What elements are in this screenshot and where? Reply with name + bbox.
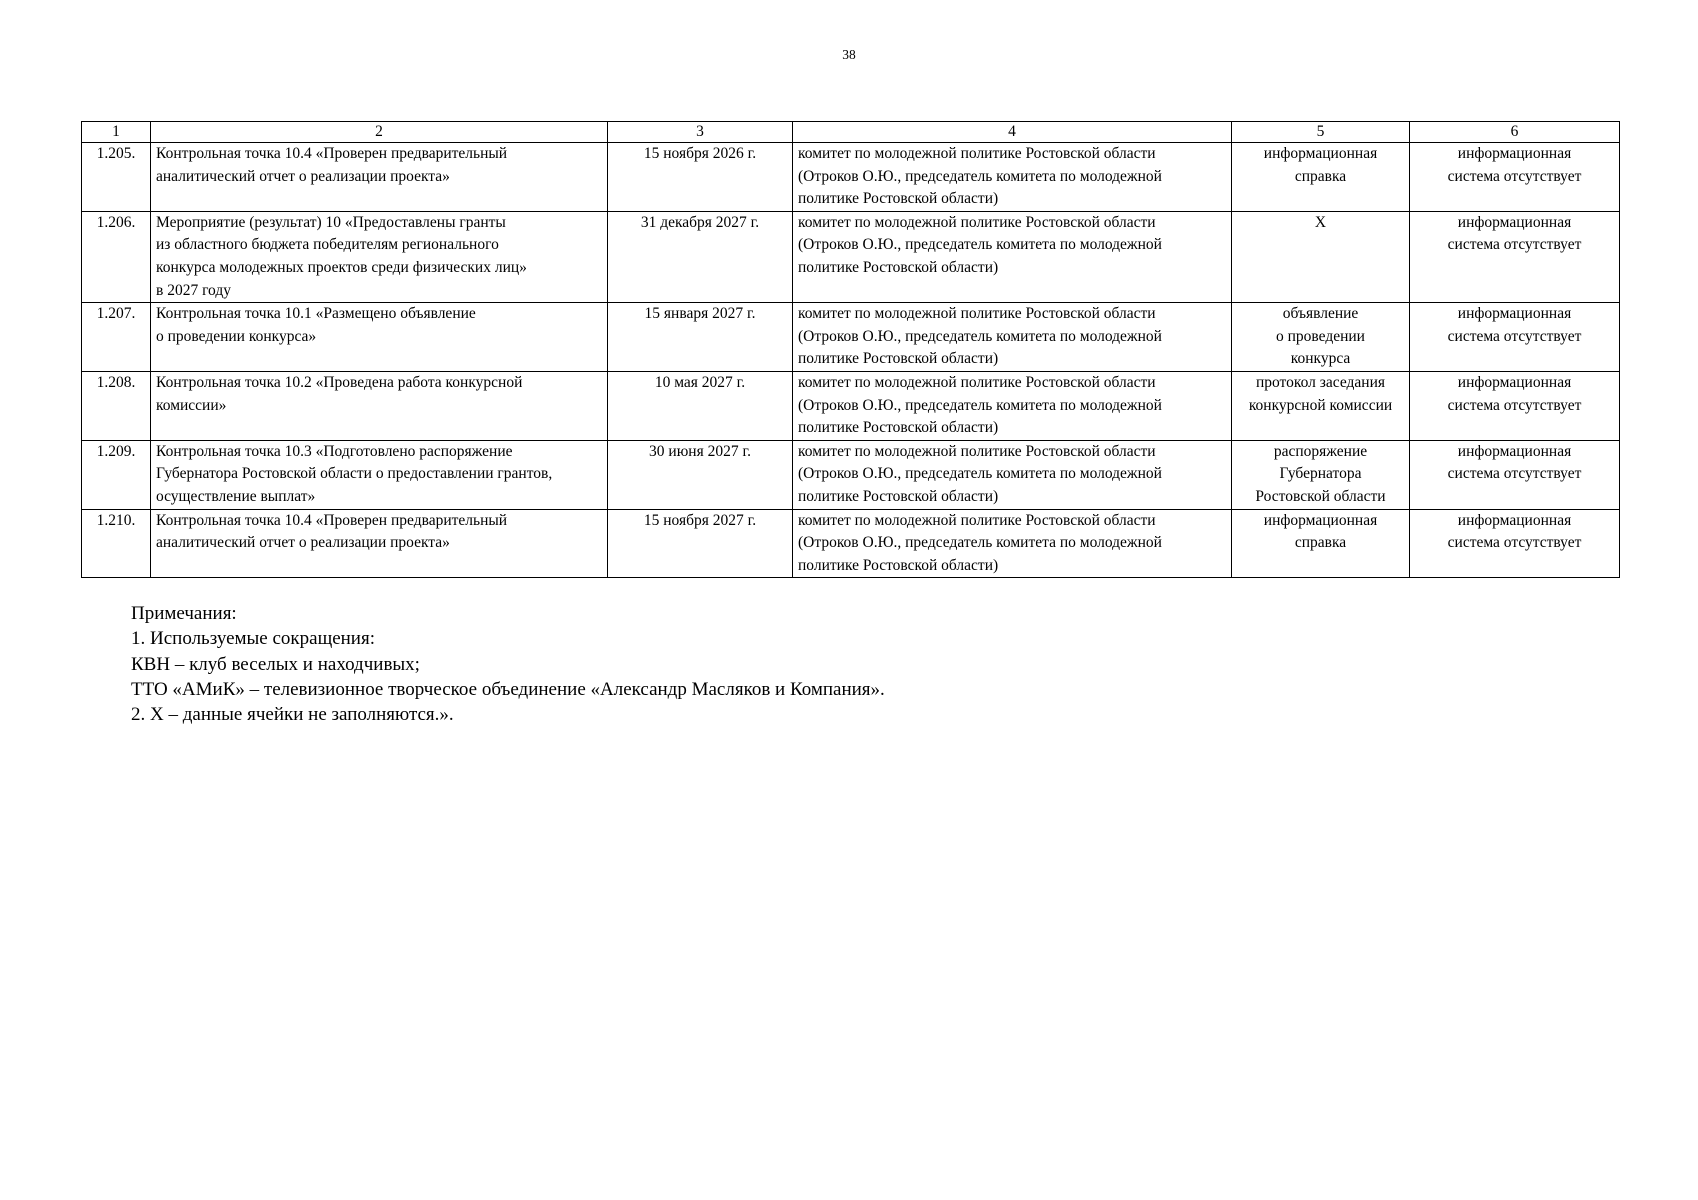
event-name-cell-line: аналитический отчет о реализации проекта» bbox=[156, 534, 450, 552]
responsible-cell bbox=[793, 440, 1232, 509]
responsible-cell-line: (Отроков О.Ю., председатель комитета по молодежной bbox=[798, 534, 1162, 552]
deadline-cell: 15 января 2027 г. bbox=[608, 303, 793, 372]
event-name-cell-line: Контрольная точка 10.4 «Проверен предварительный bbox=[156, 145, 508, 162]
table-header-row bbox=[82, 122, 1620, 143]
info-system-cell-line: информационная bbox=[1457, 442, 1572, 460]
control-points-table bbox=[81, 121, 1620, 578]
header-cell: 3 bbox=[608, 122, 793, 143]
responsible-cell bbox=[793, 371, 1232, 440]
info-system-cell bbox=[1410, 509, 1620, 578]
responsible-cell bbox=[793, 143, 1232, 212]
document-type-cell-line: Ростовской области bbox=[1255, 487, 1386, 505]
table-row bbox=[82, 509, 1620, 578]
event-name-cell-line: Губернатора Ростовской области о предоставлении грантов, bbox=[156, 465, 553, 483]
info-system-cell-line: система отсутствует bbox=[1447, 236, 1582, 254]
note-item: 2. Х – данные ячейки не заполняются.». bbox=[131, 704, 454, 726]
document-type-cell bbox=[1232, 143, 1410, 212]
header-cell: 5 bbox=[1232, 122, 1410, 143]
event-name-cell-line: о проведении конкурса» bbox=[156, 327, 317, 345]
row-number-cell: 1.210. bbox=[82, 509, 151, 578]
responsible-cell-line: (Отроков О.Ю., председатель комитета по молодежной bbox=[798, 167, 1162, 185]
note-item: ТТО «АМиК» – телевизионное творческое объединение «Александр Масляков и Компания». bbox=[131, 678, 885, 700]
document-type-cell-line: Губернатора bbox=[1279, 465, 1362, 483]
info-system-cell-line: система отсутствует bbox=[1447, 465, 1582, 483]
notes-title: Примечания: bbox=[131, 603, 237, 624]
info-system-cell-line: система отсутствует bbox=[1447, 327, 1582, 345]
deadline-cell: 15 ноября 2027 г. bbox=[608, 509, 793, 578]
table-row bbox=[82, 440, 1620, 509]
row-number-cell: 1.207. bbox=[82, 303, 151, 372]
event-name-cell bbox=[151, 440, 608, 509]
document-type-cell bbox=[1232, 509, 1410, 578]
document-type-cell-line: информационная bbox=[1263, 145, 1378, 162]
responsible-cell-line: политике Ростовской области) bbox=[798, 190, 999, 208]
responsible-cell-line: политике Ростовской области) bbox=[798, 419, 999, 437]
document-type-cell-line: о проведении bbox=[1276, 327, 1365, 345]
responsible-cell-line: (Отроков О.Ю., председатель комитета по молодежной bbox=[798, 396, 1162, 414]
document-type-cell-line: справка bbox=[1294, 534, 1347, 552]
event-name-cell-line: в 2027 году bbox=[156, 281, 231, 299]
event-name-cell bbox=[151, 509, 608, 578]
document-type-cell bbox=[1232, 303, 1410, 372]
document-type-cell-line: объявление bbox=[1282, 305, 1359, 323]
info-system-cell bbox=[1410, 211, 1620, 302]
info-system-cell-line: информационная bbox=[1457, 511, 1572, 529]
document-type-cell bbox=[1232, 211, 1410, 302]
responsible-cell-line: (Отроков О.Ю., председатель комитета по молодежной bbox=[798, 327, 1162, 345]
responsible-cell bbox=[793, 509, 1232, 578]
table-row bbox=[82, 143, 1620, 212]
event-name-cell-line: Контрольная точка 10.2 «Проведена работа конкурсной bbox=[156, 373, 523, 391]
info-system-cell-line: информационная bbox=[1457, 305, 1572, 323]
responsible-cell-line: комитет по молодежной политике Ростовской области bbox=[798, 305, 1156, 323]
event-name-cell-line: Контрольная точка 10.1 «Размещено объявление bbox=[156, 305, 476, 323]
document-type-cell-line: конкурса bbox=[1290, 350, 1351, 368]
row-number-cell: 1.209. bbox=[82, 440, 151, 509]
row-number-cell: 1.208. bbox=[82, 371, 151, 440]
responsible-cell-line: политике Ростовской области) bbox=[798, 556, 999, 574]
document-type-cell-line: X bbox=[1314, 213, 1327, 231]
info-system-cell bbox=[1410, 371, 1620, 440]
event-name-cell bbox=[151, 211, 608, 302]
document-type-cell-line: распоряжение bbox=[1273, 442, 1368, 460]
responsible-cell-line: комитет по молодежной политике Ростовской области bbox=[798, 511, 1156, 529]
event-name-cell bbox=[151, 303, 608, 372]
document-type-cell-line: информационная bbox=[1263, 511, 1378, 529]
note-item: КВН – клуб веселых и находчивых; bbox=[131, 653, 420, 675]
row-number-cell: 1.205. bbox=[82, 143, 151, 212]
event-name-cell-line: Контрольная точка 10.4 «Проверен предварительный bbox=[156, 511, 508, 529]
event-name-cell-line: Мероприятие (результат) 10 «Предоставлены гранты bbox=[156, 213, 506, 231]
document-type-cell-line: протокол заседания bbox=[1255, 373, 1386, 391]
deadline-cell: 15 ноября 2026 г. bbox=[608, 143, 793, 212]
deadline-cell: 31 декабря 2027 г. bbox=[608, 211, 793, 302]
table-row bbox=[82, 303, 1620, 372]
event-name-cell bbox=[151, 143, 608, 212]
page-number: 38 bbox=[842, 47, 856, 62]
table-row bbox=[82, 371, 1620, 440]
info-system-cell bbox=[1410, 440, 1620, 509]
table-row bbox=[82, 211, 1620, 302]
note-item: 1. Используемые сокращения: bbox=[131, 628, 375, 650]
info-system-cell-line: информационная bbox=[1457, 145, 1572, 162]
document-type-cell bbox=[1232, 440, 1410, 509]
responsible-cell-line: политике Ростовской области) bbox=[798, 258, 999, 276]
responsible-cell-line: (Отроков О.Ю., председатель комитета по молодежной bbox=[798, 236, 1162, 254]
info-system-cell bbox=[1410, 143, 1620, 212]
responsible-cell-line: комитет по молодежной политике Ростовской области bbox=[798, 145, 1156, 162]
header-cell: 6 bbox=[1410, 122, 1620, 143]
responsible-cell-line: (Отроков О.Ю., председатель комитета по молодежной bbox=[798, 465, 1162, 483]
event-name-cell-line: конкурса молодежных проектов среди физических лиц» bbox=[156, 258, 527, 276]
event-name-cell-line: комиссии» bbox=[156, 396, 227, 414]
row-number-cell: 1.206. bbox=[82, 211, 151, 302]
event-name-cell bbox=[151, 371, 608, 440]
info-system-cell bbox=[1410, 303, 1620, 372]
info-system-cell-line: информационная bbox=[1457, 373, 1572, 391]
deadline-cell: 30 июня 2027 г. bbox=[608, 440, 793, 509]
info-system-cell-line: система отсутствует bbox=[1447, 534, 1582, 552]
event-name-cell-line: аналитический отчет о реализации проекта» bbox=[156, 167, 450, 185]
info-system-cell-line: информационная bbox=[1457, 213, 1572, 231]
document-type-cell-line: справка bbox=[1294, 167, 1347, 185]
document-type-cell-line: конкурсной комиссии bbox=[1248, 396, 1393, 414]
deadline-cell: 10 мая 2027 г. bbox=[608, 371, 793, 440]
header-cell: 1 bbox=[82, 122, 151, 143]
event-name-cell-line: из областного бюджета победителям регионального bbox=[156, 236, 499, 254]
header-cell: 2 bbox=[151, 122, 608, 143]
event-name-cell-line: осуществление выплат» bbox=[156, 487, 316, 505]
responsible-cell bbox=[793, 211, 1232, 302]
info-system-cell-line: система отсутствует bbox=[1447, 167, 1582, 185]
responsible-cell-line: комитет по молодежной политике Ростовской области bbox=[798, 442, 1156, 460]
document-type-cell bbox=[1232, 371, 1410, 440]
notes-section bbox=[131, 601, 885, 727]
info-system-cell-line: система отсутствует bbox=[1447, 396, 1582, 414]
responsible-cell bbox=[793, 303, 1232, 372]
event-name-cell-line: Контрольная точка 10.3 «Подготовлено распоряжение bbox=[156, 442, 513, 460]
responsible-cell-line: комитет по молодежной политике Ростовской области bbox=[798, 373, 1156, 391]
responsible-cell-line: комитет по молодежной политике Ростовской области bbox=[798, 213, 1156, 231]
responsible-cell-line: политике Ростовской области) bbox=[798, 487, 999, 505]
header-cell: 4 bbox=[793, 122, 1232, 143]
responsible-cell-line: политике Ростовской области) bbox=[798, 350, 999, 368]
